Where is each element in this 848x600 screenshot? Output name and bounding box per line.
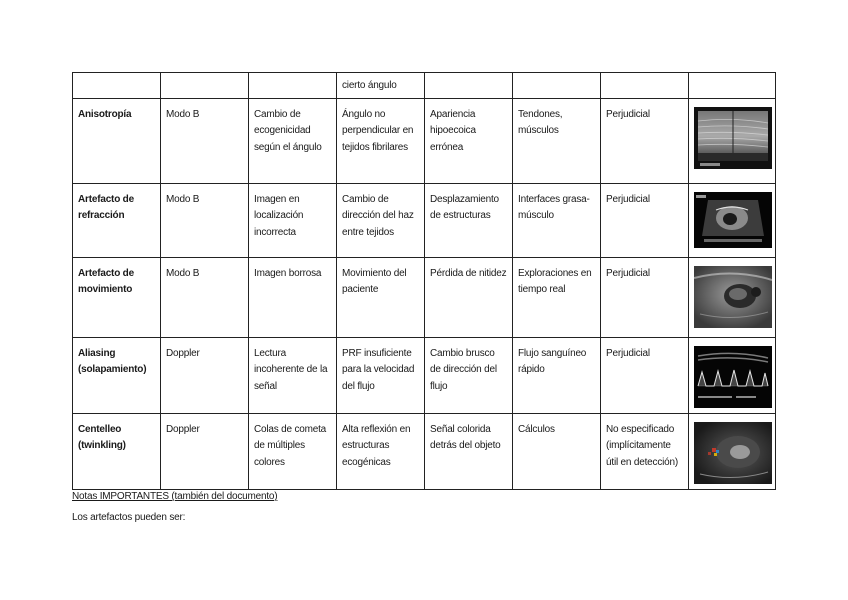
image-cell: [689, 337, 776, 413]
artifact-location: Interfaces grasa-músculo: [513, 183, 601, 257]
table-cell: cierto ángulo: [337, 73, 425, 99]
table-row-partial: [73, 73, 776, 99]
artifact-effect: Imagen en localización incorrecta: [249, 183, 337, 257]
artifact-mode: Doppler: [161, 337, 249, 413]
artifact-impact: Perjudicial: [601, 98, 689, 183]
artifact-name: Centelleo (twinkling): [73, 413, 161, 489]
table-cell: [249, 73, 337, 99]
table-cell: [601, 73, 689, 99]
table-cell: [689, 73, 776, 99]
artifact-location: Tendones, músculos: [513, 98, 601, 183]
artifact-effect: Cambio de ecogenicidad según el ángulo: [249, 98, 337, 183]
artifact-appearance: Cambio brusco de dirección del flujo: [425, 337, 513, 413]
artifact-name: Anisotropía: [73, 98, 161, 183]
artifact-cause: Ángulo no perpendicular en tejidos fibrilares: [337, 98, 425, 183]
image-cell: [689, 257, 776, 337]
artifact-mode: Modo B: [161, 98, 249, 183]
artifact-mode: Doppler: [161, 413, 249, 489]
ultrasound-motion-image: [694, 266, 772, 328]
table-cell: [161, 73, 249, 99]
ultrasound-tendon-image: [694, 107, 772, 169]
notes-section: [72, 490, 277, 524]
artifact-appearance: Pérdida de nitidez: [425, 257, 513, 337]
artifact-name: Aliasing (solapamiento): [73, 337, 161, 413]
twinkling-doppler-image: [694, 422, 772, 484]
artifact-mode: Modo B: [161, 257, 249, 337]
artifact-appearance: Desplazamiento de estructuras: [425, 183, 513, 257]
image-cell: [689, 413, 776, 489]
artifacts-table: [72, 72, 776, 490]
artifact-name: Artefacto de movimiento: [73, 257, 161, 337]
table-row: [73, 183, 776, 257]
artifact-cause: Movimiento del paciente: [337, 257, 425, 337]
artifact-cause: Alta reflexión en estructuras ecogénicas: [337, 413, 425, 489]
notes-title: Notas IMPORTANTES (también del documento): [72, 491, 278, 502]
artifact-appearance: Señal colorida detrás del objeto: [425, 413, 513, 489]
table-row: [73, 98, 776, 183]
table-cell: [425, 73, 513, 99]
artifact-impact: Perjudicial: [601, 257, 689, 337]
artifact-name: Artefacto de refracción: [73, 183, 161, 257]
artifact-effect: Imagen borrosa: [249, 257, 337, 337]
image-cell: [689, 98, 776, 183]
table-cell: [513, 73, 601, 99]
artifact-cause: Cambio de dirección del haz entre tejidos: [337, 183, 425, 257]
artifact-impact: No especificado (implícitamente útil en detección): [601, 413, 689, 489]
artifact-effect: Colas de cometa de múltiples colores: [249, 413, 337, 489]
table-row: [73, 337, 776, 413]
table-cell: [73, 73, 161, 99]
artifact-impact: Perjudicial: [601, 337, 689, 413]
artifact-appearance: Apariencia hipoecoica errónea: [425, 98, 513, 183]
notes-body: Los artefactos pueden ser:: [72, 512, 186, 523]
table-row: [73, 257, 776, 337]
artifact-effect: Lectura incoherente de la señal: [249, 337, 337, 413]
artifact-mode: Modo B: [161, 183, 249, 257]
artifact-location: Exploraciones en tiempo real: [513, 257, 601, 337]
table-row: [73, 413, 776, 489]
artifact-cause: PRF insuficiente para la velocidad del flujo: [337, 337, 425, 413]
ultrasound-refraction-image: [694, 192, 772, 248]
artifact-location: Flujo sanguíneo rápido: [513, 337, 601, 413]
image-cell: [689, 183, 776, 257]
doppler-spectrum-image: [694, 346, 772, 408]
artifact-impact: Perjudicial: [601, 183, 689, 257]
artifact-location: Cálculos: [513, 413, 601, 489]
